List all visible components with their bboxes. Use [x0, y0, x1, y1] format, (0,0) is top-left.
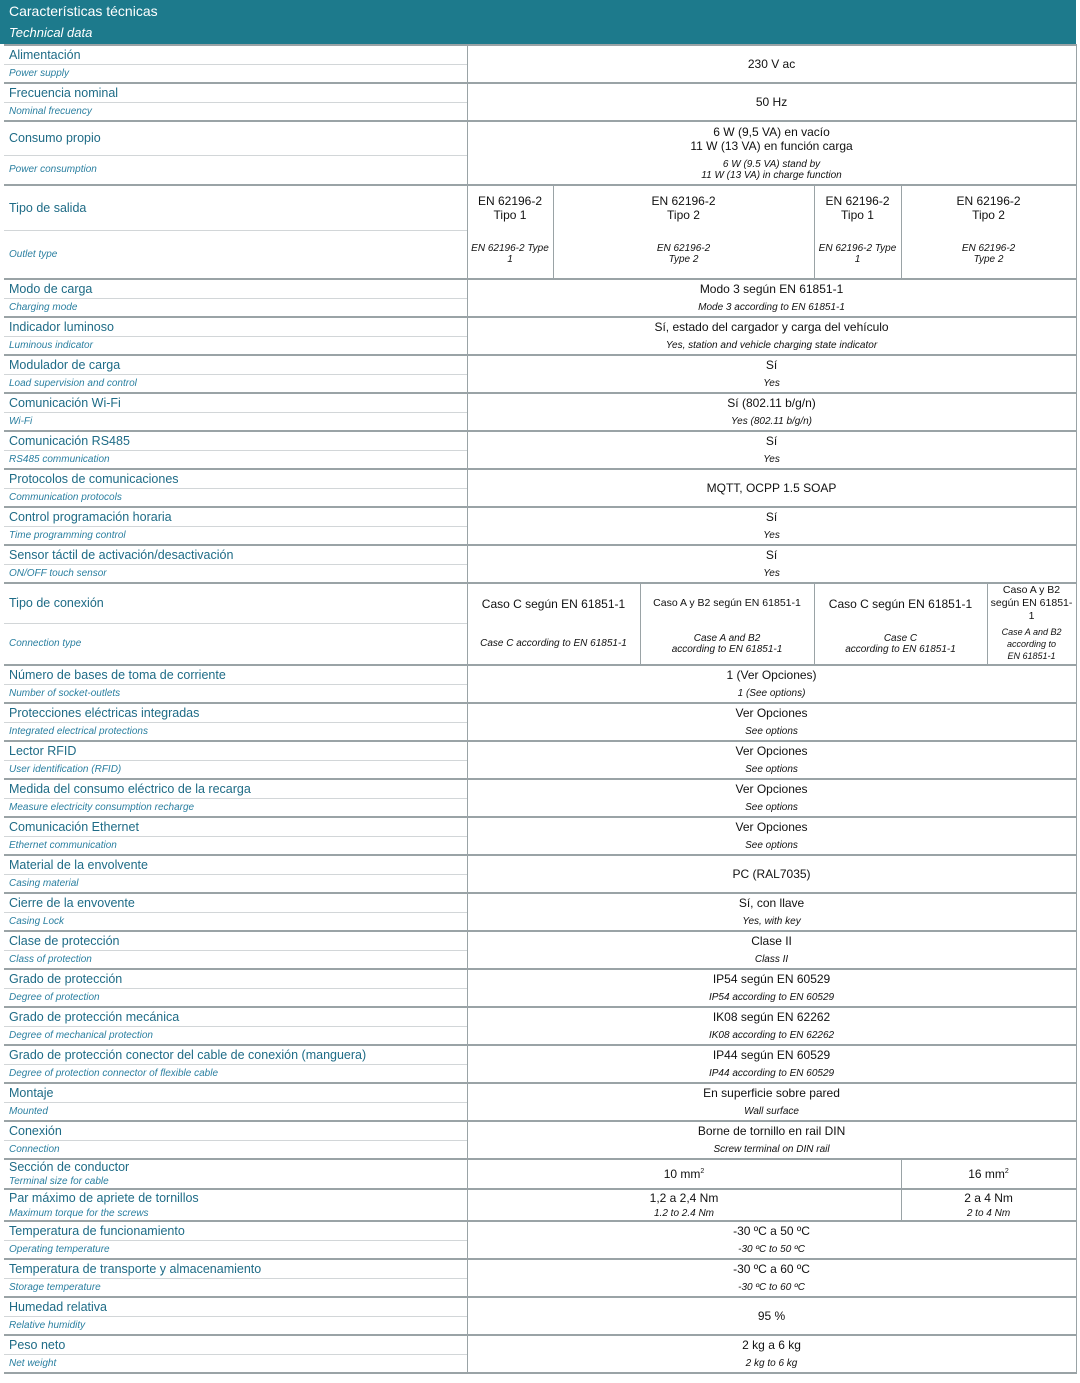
spec-value: IP54 según EN 60529	[467, 969, 1076, 988]
spec-value-en: IK08 according to EN 62262	[467, 1026, 1076, 1045]
spec-label-en: Wi-Fi	[4, 412, 467, 431]
spec-label: Consumo propio	[4, 121, 467, 155]
spec-label-en: Storage temperature	[4, 1278, 467, 1297]
spec-value-en: IP44 according to EN 60529	[467, 1064, 1076, 1083]
spec-label: Sensor táctil de activación/desactivación	[4, 545, 467, 564]
spec-value: Sí	[467, 545, 1076, 564]
spec-value: Sí	[467, 431, 1076, 450]
spec-value: -30 ºC a 50 ºC	[467, 1221, 1076, 1240]
spec-value-en: Yes	[467, 450, 1076, 469]
spec-value-en: Mode 3 according to EN 61851-1	[467, 298, 1076, 317]
spec-label-en: Relative humidity	[4, 1316, 467, 1335]
spec-value-en: 2 kg to 6 kg	[467, 1354, 1076, 1373]
spec-value: IK08 según EN 62262	[467, 1007, 1076, 1026]
connection-cell-en: Case A and B2 according to EN 61851-1	[640, 623, 814, 665]
connection-cell: Caso C según EN 61851-1	[814, 583, 987, 623]
spec-label-en: Power consumption	[4, 155, 467, 185]
connection-cell-en: Case A and B2 according to EN 61851-1	[987, 623, 1076, 665]
spec-value: Clase II	[467, 931, 1076, 950]
spec-label-en: Communication protocols	[4, 488, 467, 507]
spec-value: Sí, con llave	[467, 893, 1076, 912]
spec-label: Material de la envolvente	[4, 855, 467, 874]
spec-label: Comunicación Wi-Fi	[4, 393, 467, 412]
spec-value-en: Yes	[467, 374, 1076, 393]
spec-label: Cierre de la envovente	[4, 893, 467, 912]
spec-value-en: See options	[467, 760, 1076, 779]
spec-value: -30 ºC a 60 ºC	[467, 1259, 1076, 1278]
spec-label-en: Number of socket-outlets	[4, 684, 467, 703]
spec-label-en: Load supervision and control	[4, 374, 467, 393]
spec-label: Temperatura de transporte y almacenamiento	[4, 1259, 467, 1278]
spec-label: Indicador luminoso	[4, 317, 467, 336]
spec-value: 1,2 a 2,4 Nm	[467, 1189, 901, 1206]
spec-label-en: Integrated electrical protections	[4, 722, 467, 741]
spec-label-en: Power supply	[4, 64, 467, 83]
spec-label: Peso neto	[4, 1335, 467, 1354]
outlet-cell: EN 62196-2 Tipo 2	[901, 185, 1076, 230]
spec-label: Humedad relativa	[4, 1297, 467, 1316]
spec-label-en: Degree of mechanical protection	[4, 1026, 467, 1045]
spec-label: Grado de protección	[4, 969, 467, 988]
spec-label: Temperatura de funcionamiento	[4, 1221, 467, 1240]
spec-label-en: User identification (RFID)	[4, 760, 467, 779]
spec-value: En superficie sobre pared	[467, 1083, 1076, 1102]
outlet-cell: EN 62196-2 Tipo 2	[553, 185, 814, 230]
spec-value: Modo 3 según EN 61851-1	[467, 279, 1076, 298]
spec-value-en: Yes	[467, 526, 1076, 545]
spec-value-en: Wall surface	[467, 1102, 1076, 1121]
spec-label-en: Casing Lock	[4, 912, 467, 931]
spec-label-en: ON/OFF touch sensor	[4, 564, 467, 583]
connection-cell-en: Case C according to EN 61851-1	[467, 623, 640, 665]
spec-value-en: See options	[467, 836, 1076, 855]
spec-label-en: Maximum torque for the screws	[4, 1206, 467, 1221]
spec-row	[4, 185, 1076, 230]
spec-value: Sí, estado del cargador y carga del vehículo	[467, 317, 1076, 336]
spec-value-en: Screw terminal on DIN rail	[467, 1140, 1076, 1159]
spec-row	[4, 583, 1076, 623]
spec-value-en: 6 W (9.5 VA) stand by 11 W (13 VA) in charge function	[467, 155, 1076, 185]
spec-label-en: Luminous indicator	[4, 336, 467, 355]
table-subtitle: Technical data	[0, 22, 1076, 44]
spec-label: Par máximo de apriete de tornillos	[4, 1189, 467, 1206]
spec-label-en: Charging mode	[4, 298, 467, 317]
spec-value: 10 $mm^2$	[467, 1159, 901, 1189]
spec-label: Tipo de conexión	[4, 583, 467, 623]
spec-label: Grado de protección conector del cable de conexión (manguera)	[4, 1045, 467, 1064]
spec-value-en: Yes (802.11 b/g/n)	[467, 412, 1076, 431]
spec-value: 2 kg a 6 kg	[467, 1335, 1076, 1354]
spec-label: Protocolos de comunicaciones	[4, 469, 467, 488]
spec-label-en: RS485 communication	[4, 450, 467, 469]
spec-label-en: Measure electricity consumption recharge	[4, 798, 467, 817]
spec-value: Borne de tornillo en rail DIN	[467, 1121, 1076, 1140]
connection-cell: Caso C según EN 61851-1	[467, 583, 640, 623]
spec-label: Modo de carga	[4, 279, 467, 298]
spec-value-en: 1 (See options)	[467, 684, 1076, 703]
spec-row	[4, 1159, 1076, 1174]
spec-value: 1 (Ver Opciones)	[467, 665, 1076, 684]
outlet-cell: EN 62196-2 Tipo 1	[467, 185, 553, 230]
spec-value: Ver Opciones	[467, 779, 1076, 798]
spec-label: Medida del consumo eléctrico de la recarga	[4, 779, 467, 798]
spec-value: Sí (802.11 b/g/n)	[467, 393, 1076, 412]
spec-value-en: 1.2 to 2.4 Nm	[467, 1206, 901, 1221]
spec-value: MQTT, OCPP 1.5 SOAP	[467, 469, 1076, 507]
spec-value-en: -30 ºC to 60 ºC	[467, 1278, 1076, 1297]
spec-row	[4, 83, 1076, 102]
spec-value: Sí	[467, 355, 1076, 374]
outlet-cell-en: EN 62196-2 Type 2	[553, 230, 814, 279]
spec-label: Sección de conductor	[4, 1159, 467, 1174]
spec-label-en: Degree of protection	[4, 988, 467, 1007]
spec-label: Frecuencia nominal	[4, 83, 467, 102]
outlet-cell-en: EN 62196-2 Type 2	[901, 230, 1076, 279]
spec-label-en: Connection type	[4, 623, 467, 665]
spec-label-en: Outlet type	[4, 230, 467, 279]
spec-value-en: Class II	[467, 950, 1076, 969]
spec-value: 230 V ac	[467, 45, 1076, 83]
spec-label: Alimentación	[4, 45, 467, 64]
spec-label: Tipo de salida	[4, 185, 467, 230]
table-title: Características técnicas	[0, 0, 1076, 22]
spec-label: Modulador de carga	[4, 355, 467, 374]
spec-value: Sí	[467, 507, 1076, 526]
outlet-cell: EN 62196-2 Tipo 1	[814, 185, 901, 230]
spec-label-en: Ethernet communication	[4, 836, 467, 855]
spec-label: Comunicación Ethernet	[4, 817, 467, 836]
spec-label: Protecciones eléctricas integradas	[4, 703, 467, 722]
spec-label: Conexión	[4, 1121, 467, 1140]
spec-value: Ver Opciones	[467, 817, 1076, 836]
spec-label-en: Degree of protection connector of flexible cable	[4, 1064, 467, 1083]
spec-label: Grado de protección mecánica	[4, 1007, 467, 1026]
outlet-cell-en: EN 62196-2 Type 1	[467, 230, 553, 279]
spec-value: 2 a 4 Nm	[901, 1189, 1076, 1206]
spec-table	[4, 44, 1077, 1374]
spec-label-en: Casing material	[4, 874, 467, 893]
spec-label-en: Terminal size for cable	[4, 1174, 467, 1189]
spec-value-en: 2 to 4 Nm	[901, 1206, 1076, 1221]
connection-cell: Caso A y B2 según EN 61851-1	[640, 583, 814, 623]
spec-value-en: Yes, station and vehicle charging state indicator	[467, 336, 1076, 355]
spec-label-en: Class of protection	[4, 950, 467, 969]
outlet-cell-en: EN 62196-2 Type 1	[814, 230, 901, 279]
spec-value: 16 $mm^2$	[901, 1159, 1076, 1189]
spec-label-en: Mounted	[4, 1102, 467, 1121]
spec-value: 50 Hz	[467, 83, 1076, 121]
spec-value-en: Yes	[467, 564, 1076, 583]
spec-label: Lector RFID	[4, 741, 467, 760]
spec-value-en: -30 ºC to 50 ºC	[467, 1240, 1076, 1259]
spec-label: Montaje	[4, 1083, 467, 1102]
spec-label-en: Time programming control	[4, 526, 467, 545]
spec-label: Clase de protección	[4, 931, 467, 950]
spec-label: Control programación horaria	[4, 507, 467, 526]
spec-label-en: Connection	[4, 1140, 467, 1159]
spec-value-en: IP54 according to EN 60529	[467, 988, 1076, 1007]
spec-value-en: See options	[467, 722, 1076, 741]
spec-value: PC (RAL7035)	[467, 855, 1076, 893]
spec-value-en: Yes, with key	[467, 912, 1076, 931]
spec-row	[4, 121, 1076, 155]
spec-value-en: See options	[467, 798, 1076, 817]
spec-value: 95 %	[467, 1297, 1076, 1335]
spec-label-en: Net weight	[4, 1354, 467, 1373]
spec-value: Ver Opciones	[467, 703, 1076, 722]
spec-value: IP44 según EN 60529	[467, 1045, 1076, 1064]
spec-row	[4, 45, 1076, 64]
connection-cell-en: Case C according to EN 61851-1	[814, 623, 987, 665]
spec-value: Ver Opciones	[467, 741, 1076, 760]
spec-value: 6 W (9,5 VA) en vacío 11 W (13 VA) en función carga	[467, 121, 1076, 155]
spec-label: Número de bases de toma de corriente	[4, 665, 467, 684]
connection-cell: Caso A y B2 según EN 61851- 1	[987, 583, 1076, 623]
spec-label-en: Nominal frecuency	[4, 102, 467, 121]
spec-label-en: Operating temperature	[4, 1240, 467, 1259]
spec-label: Comunicación RS485	[4, 431, 467, 450]
